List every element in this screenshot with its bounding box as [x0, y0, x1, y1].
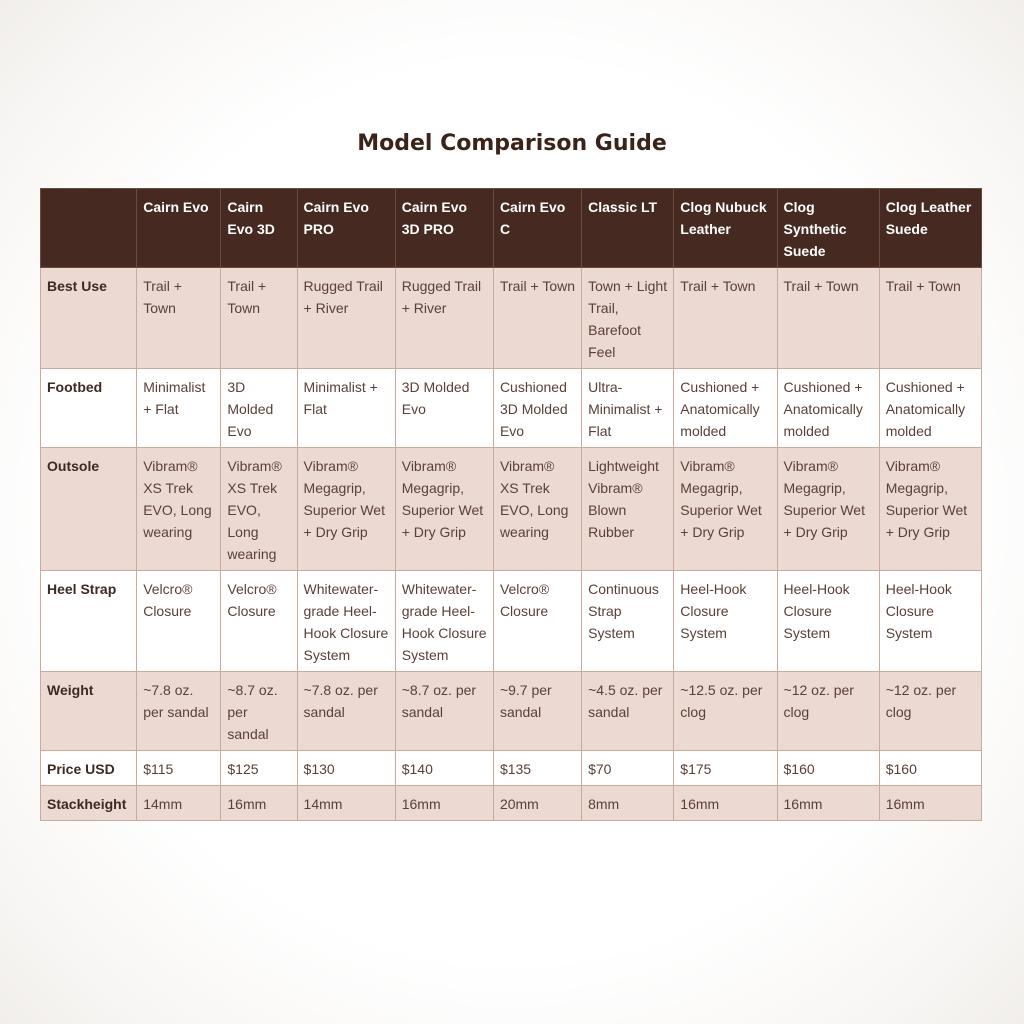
table-cell: Town + Light Trail, Barefoot Feel [582, 268, 674, 369]
table-cell: 8mm [582, 786, 674, 821]
table-row [41, 268, 982, 369]
row-label: Stackheight [41, 786, 137, 821]
table-cell: 14mm [297, 786, 395, 821]
table-cell: Velcro® Closure [137, 571, 221, 672]
row-label: Weight [41, 672, 137, 751]
column-header: Cairn Evo [137, 189, 221, 268]
table-cell: ~12.5 oz. per clog [674, 672, 777, 751]
row-label: Price USD [41, 751, 137, 786]
table-cell: Rugged Trail + River [395, 268, 493, 369]
table-cell: Cushioned 3D Molded Evo [493, 369, 581, 448]
table-cell: 16mm [221, 786, 297, 821]
comparison-table [40, 188, 982, 821]
table-header-row [41, 189, 982, 268]
table-cell: Vibram® XS Trek EVO, Long wearing [137, 448, 221, 571]
table-cell: Whitewater-grade Heel-Hook Closure System [297, 571, 395, 672]
table-cell: Whitewater-grade Heel-Hook Closure System [395, 571, 493, 672]
table-cell: Heel-Hook Closure System [674, 571, 777, 672]
column-header: Clog Leather Suede [879, 189, 981, 268]
table-cell: $70 [582, 751, 674, 786]
table-cell: Vibram® XS Trek EVO, Long wearing [493, 448, 581, 571]
table-cell: $130 [297, 751, 395, 786]
column-header: Clog Nubuck Leather [674, 189, 777, 268]
column-header: Cairn Evo 3D PRO [395, 189, 493, 268]
table-cell: Velcro® Closure [221, 571, 297, 672]
table-cell: Cushioned + Anatomically molded [777, 369, 879, 448]
column-header: Cairn Evo 3D [221, 189, 297, 268]
column-header: Cairn Evo C [493, 189, 581, 268]
table-cell: 16mm [777, 786, 879, 821]
page-title: Model Comparison Guide [357, 131, 667, 156]
table-cell: Cushioned + Anatomically molded [879, 369, 981, 448]
table-cell: Vibram® Megagrip, Superior Wet + Dry Grip [777, 448, 879, 571]
table-row [41, 751, 982, 786]
table-cell: 14mm [137, 786, 221, 821]
table-cell: 16mm [674, 786, 777, 821]
table-header-corner [41, 189, 137, 268]
table-cell: $140 [395, 751, 493, 786]
table-cell: $160 [777, 751, 879, 786]
row-label: Heel Strap [41, 571, 137, 672]
table-cell: ~7.8 oz. per sandal [137, 672, 221, 751]
table-cell: Cushioned + Anatomically molded [674, 369, 777, 448]
table-cell: $115 [137, 751, 221, 786]
table-cell: ~12 oz. per clog [879, 672, 981, 751]
table-cell: Trail + Town [221, 268, 297, 369]
table-cell: Trail + Town [674, 268, 777, 369]
table-cell: ~8.7 oz. per sandal [221, 672, 297, 751]
table-cell: $135 [493, 751, 581, 786]
table-cell: 16mm [395, 786, 493, 821]
table-cell: Minimalist + Flat [297, 369, 395, 448]
table-cell: 3D Molded Evo [221, 369, 297, 448]
table-cell: Rugged Trail + River [297, 268, 395, 369]
table-row [41, 672, 982, 751]
table-row [41, 369, 982, 448]
table-cell: Vibram® XS Trek EVO, Long wearing [221, 448, 297, 571]
column-header: Cairn Evo PRO [297, 189, 395, 268]
table-cell: ~8.7 oz. per sandal [395, 672, 493, 751]
row-label: Footbed [41, 369, 137, 448]
table-cell: $175 [674, 751, 777, 786]
table-cell: Minimalist + Flat [137, 369, 221, 448]
table-cell: ~9.7 per sandal [493, 672, 581, 751]
table-cell: Trail + Town [493, 268, 581, 369]
table-cell: Trail + Town [879, 268, 981, 369]
table-cell: ~4.5 oz. per sandal [582, 672, 674, 751]
table-cell: Heel-Hook Closure System [879, 571, 981, 672]
table-cell: Vibram® Megagrip, Superior Wet + Dry Grip [395, 448, 493, 571]
table-row [41, 571, 982, 672]
table-cell: Vibram® Megagrip, Superior Wet + Dry Grip [674, 448, 777, 571]
table-cell: Vibram® Megagrip, Superior Wet + Dry Grip [879, 448, 981, 571]
table-cell: Vibram® Megagrip, Superior Wet + Dry Grip [297, 448, 395, 571]
table-row [41, 786, 982, 821]
column-header: Clog Synthetic Suede [777, 189, 879, 268]
table-cell: Continuous Strap System [582, 571, 674, 672]
row-label: Outsole [41, 448, 137, 571]
table-cell: $125 [221, 751, 297, 786]
table-row [41, 448, 982, 571]
table-cell: Trail + Town [137, 268, 221, 369]
table-cell: Ultra-Minimalist + Flat [582, 369, 674, 448]
column-header: Classic LT [582, 189, 674, 268]
table-cell: 3D Molded Evo [395, 369, 493, 448]
table-cell: 20mm [493, 786, 581, 821]
table-cell: Velcro® Closure [493, 571, 581, 672]
table-cell: Lightweight Vibram® Blown Rubber [582, 448, 674, 571]
table-cell: Trail + Town [777, 268, 879, 369]
table-cell: 16mm [879, 786, 981, 821]
row-label: Best Use [41, 268, 137, 369]
table-cell: Heel-Hook Closure System [777, 571, 879, 672]
table-cell: $160 [879, 751, 981, 786]
table-cell: ~7.8 oz. per sandal [297, 672, 395, 751]
table-cell: ~12 oz. per clog [777, 672, 879, 751]
